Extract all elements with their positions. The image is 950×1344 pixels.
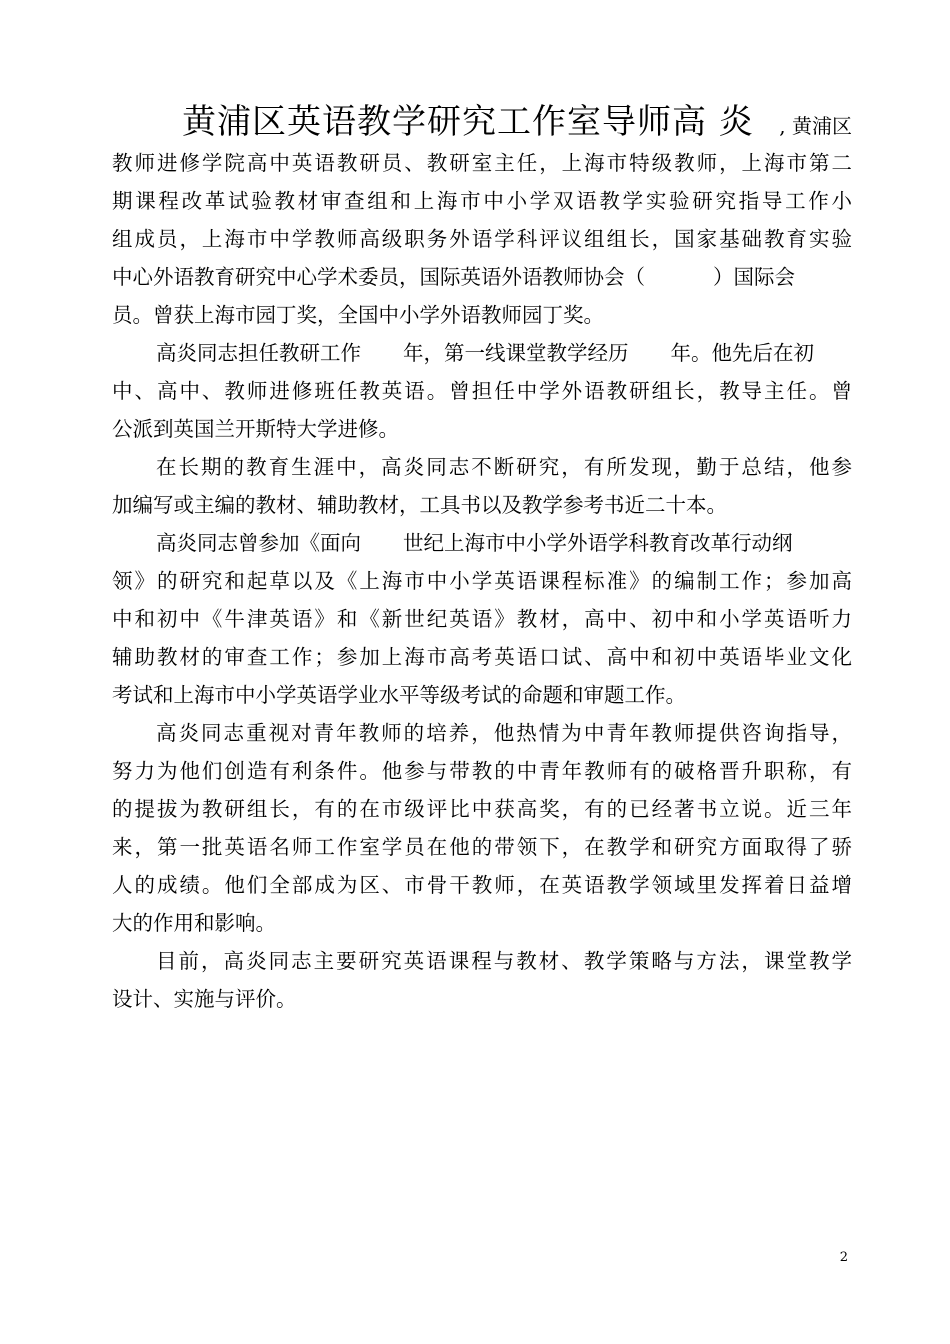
text-line: 中、高中、教师进修班任教英语。曾担任中学外语教研组长，教导主任。曾 [112, 379, 852, 403]
text-line: 组成员，上海市中学教师高级职务外语学科评议组组长，国家基础教育实验 [112, 227, 852, 251]
text-line: 努力为他们创造有利条件。他参与带教的中青年教师有的破格晋升职称，有 [112, 759, 852, 783]
text-line: 的提拔为教研组长，有的在市级评比中获高奖，有的已经著书立说。近三年 [112, 797, 852, 821]
text-line: 加编写或主编的教材、辅助教材，工具书以及教学参考书近二十本。 [112, 493, 727, 517]
text-segment: 中心外语教育研究中心学术委员，国际英语外语教师协会（ [112, 265, 645, 289]
text-line-with-gap [112, 258, 852, 296]
text-line: 设计、实施与评价。 [112, 987, 297, 1011]
document-body [112, 144, 852, 1018]
page-number: 2 [839, 1250, 848, 1265]
title-continuation: , 黄浦区 [779, 114, 852, 138]
text-segment: ）国际会 [713, 265, 795, 289]
text-line: 领》的研究和起草以及《上海市中小学英语课程标准》的编制工作；参加高 [112, 569, 852, 593]
text-line: 辅助教材的审查工作；参加上海市高考英语口试、高中和初中英语毕业文化 [112, 645, 852, 669]
title-line [112, 92, 852, 152]
text-line-with-gap [112, 334, 852, 372]
text-segment: 年。他先后在初 [670, 341, 814, 365]
text-line: 高炎同志重视对青年教师的培养，他热情为中青年教师提供咨询指导， [156, 721, 852, 745]
text-segment: 高炎同志曾参加《面向 [156, 531, 361, 555]
text-segment: 世纪上海市中小学外语学科教育改革行动纲 [403, 531, 793, 555]
text-segment: 高炎同志担任教研工作 [156, 341, 361, 365]
text-line: 大的作用和影响。 [112, 911, 276, 935]
text-line: 人的成绩。他们全部成为区、市骨干教师，在英语教学领域里发挥着日益增 [112, 873, 852, 897]
text-line: 考试和上海市中小学英语学业水平等级考试的命题和审题工作。 [112, 683, 686, 707]
text-line: 在长期的教育生涯中，高炎同志不断研究，有所发现，勤于总结，他参 [156, 455, 852, 479]
text-segment: 年，第一线课堂教学经历 [403, 341, 629, 365]
text-line: 期课程改革试验教材审查组和上海市中小学双语教学实验研究指导工作小 [112, 189, 852, 213]
text-line: 公派到英国兰开斯特大学进修。 [112, 417, 399, 441]
document-title: 黄浦区英语教学研究工作室导师高 炎 [182, 102, 754, 142]
text-line: 目前，高炎同志主要研究英语课程与教材、教学策略与方法，课堂教学 [156, 949, 852, 973]
text-line: 来，第一批英语名师工作室学员在他的带领下，在教学和研究方面取得了骄 [112, 835, 852, 859]
text-line: 员。曾获上海市园丁奖，全国中小学外语教师园丁奖。 [112, 303, 604, 327]
text-line: 教师进修学院高中英语教研员、教研室主任，上海市特级教师，上海市第二 [112, 151, 852, 175]
text-line-with-gap [112, 524, 852, 562]
text-line: 中和初中《牛津英语》和《新世纪英语》教材，高中、初中和小学英语听力 [112, 607, 852, 631]
